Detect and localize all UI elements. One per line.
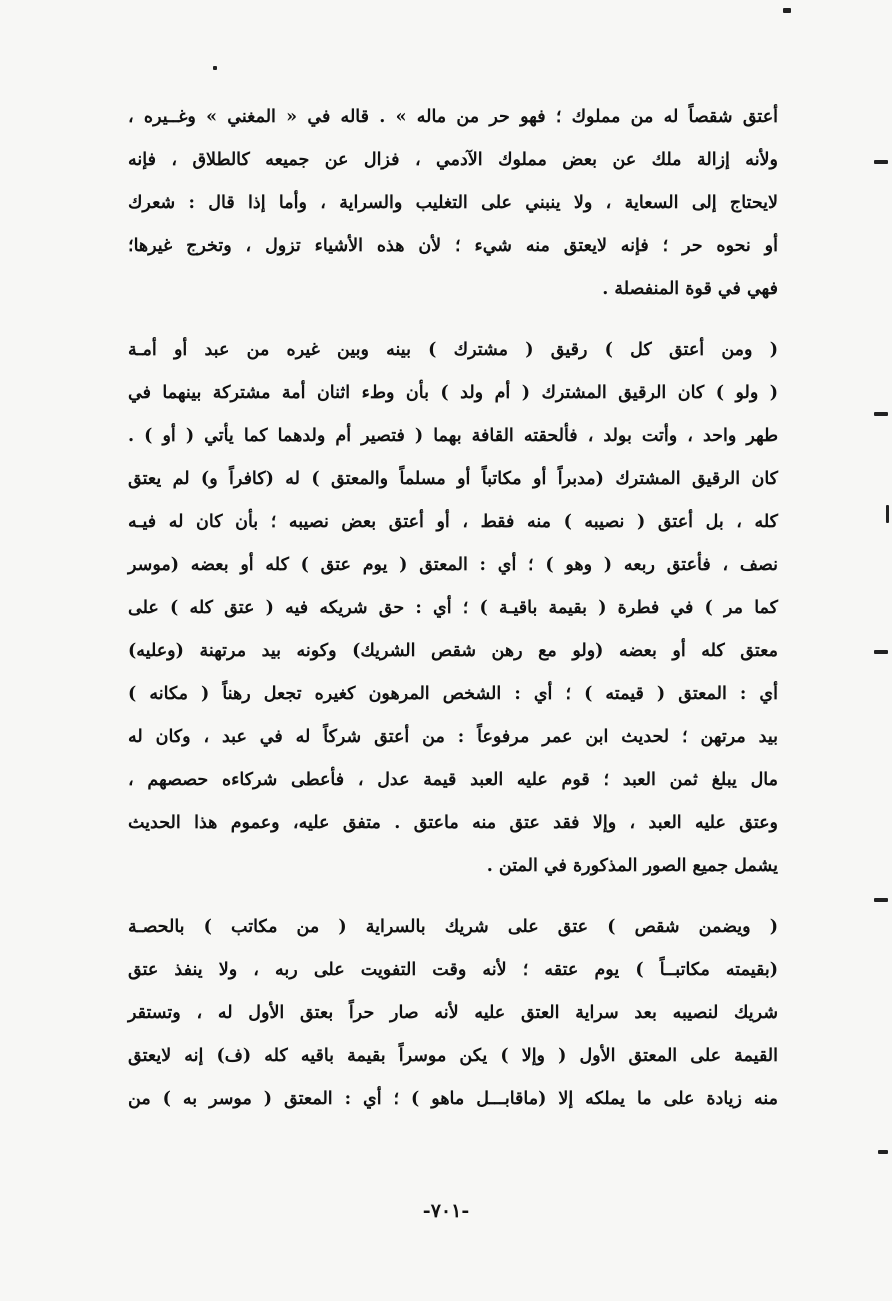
text-line: ( ومن أعتق كل ) رقيق ( مشترك ) بينه وبين غيره من عبد أو أمـة bbox=[128, 340, 778, 360]
text-line: طهر واحد ، وأتت بولد ، فألحقته القافة بهما ( فتصير أم ولدهما كما يأتي ( أو ) . bbox=[128, 426, 778, 446]
text-line: ( ولو ) كان الرقيق المشترك ( أم ولد ) بأن وطء اثنان أمة مشتركة بينهما في bbox=[128, 383, 778, 403]
scan-mark bbox=[878, 1150, 888, 1154]
text-line: بيد مرتهن ؛ لحديث ابن عمر مرفوعاً : من أعتق شركاً له في عبد ، وكان له bbox=[128, 727, 778, 747]
scan-mark bbox=[874, 650, 888, 654]
text-line: نصف ، فأعتق ربعه ( وهو ) ؛ أي : المعتق ( يوم عتق ) كله أو بعضه (موسر bbox=[128, 555, 778, 575]
page-number: -٧٠١- bbox=[422, 1200, 470, 1222]
text-line: كما مر ) في فطرة ( بقيمة باقيـة ) ؛ أي : حق شريكه فيه ( عتق كله ) على bbox=[128, 598, 778, 618]
scan-mark bbox=[886, 505, 889, 523]
paragraph bbox=[128, 329, 778, 888]
paragraph bbox=[128, 906, 778, 1121]
text-line: يشمل جميع الصور المذكورة في المتن . bbox=[486, 856, 778, 876]
text-line: القيمة على المعتق الأول ( وإلا ) يكن موسراً بقيمة باقيه كله (ف) إنه لايعتق bbox=[128, 1046, 778, 1066]
text-line: أعتق شقصاً له من مملوك ؛ فهو حر من ماله » . قاله في « المغني » وغــيره ، bbox=[128, 107, 778, 127]
scan-mark bbox=[874, 898, 888, 902]
body-text bbox=[128, 96, 778, 1121]
text-line: (بقيمته مكاتبــاً ) يوم عتقه ؛ لأنه وقت التفويت على ربه ، ولا ينفذ عتق bbox=[128, 960, 778, 980]
text-line: معتق كله أو بعضه (ولو مع رهن شقص الشريك) وكونه بيد مرتهنة (وعليه) bbox=[128, 641, 778, 661]
scan-mark bbox=[783, 8, 791, 13]
text-line: شريك لنصيبه بعد سراية العتق عليه لأنه صار حراً بعتق الأول له ، وتستقر bbox=[128, 1003, 778, 1023]
text-line: فهي في قوة المنفصلة . bbox=[602, 279, 778, 299]
text-line: ولأنه إزالة ملك عن بعض مملوك الآدمي ، فزال عن جميعه كالطلاق ، فإنه bbox=[128, 150, 778, 170]
text-line: وعتق عليه العبد ، وإلا فقد عتق منه ماعتق . متفق عليه، وعموم هذا الحديث bbox=[128, 813, 778, 833]
scan-mark bbox=[874, 412, 888, 416]
scan-mark bbox=[213, 66, 217, 70]
text-line: أي : المعتق ( قيمته ) ؛ أي : الشخص المرهون كغيره تجعل رهناً ( مكانه ) bbox=[128, 684, 778, 704]
paragraph bbox=[128, 96, 778, 311]
scan-mark bbox=[874, 160, 888, 164]
text-line: ( ويضمن شقص ) عتق على شريك بالسراية ( من مكاتب ) بالحصـة bbox=[128, 917, 778, 937]
text-line: لايحتاج إلى السعاية ، ولا ينبني على التغليب والسراية ، وأما إذا قال : شعرك bbox=[128, 193, 778, 213]
text-line: كان الرقيق المشترك (مدبراً أو مكاتباً أو مسلماً والمعتق ) له (كافراً و) لم يعتق bbox=[128, 469, 778, 489]
text-line: أو نحوه حر ؛ فإنه لايعتق منه شيء ؛ لأن هذه الأشياء تزول ، وتخرج غيرها؛ bbox=[128, 236, 778, 256]
text-line: كله ، بل أعتق ( نصيبه ) منه فقط ، أو أعتق بعض نصيبه ؛ بأن كان له فيـه bbox=[128, 512, 778, 532]
text-line: منه زيادة على ما يملكه إلا (ماقابـــل ماهو ) ؛ أي : المعتق ( موسر به ) من bbox=[128, 1089, 778, 1109]
text-line: مال يبلغ ثمن العبد ؛ قوم عليه العبد قيمة عدل ، فأعطى شركاءه حصصهم ، bbox=[128, 770, 778, 790]
